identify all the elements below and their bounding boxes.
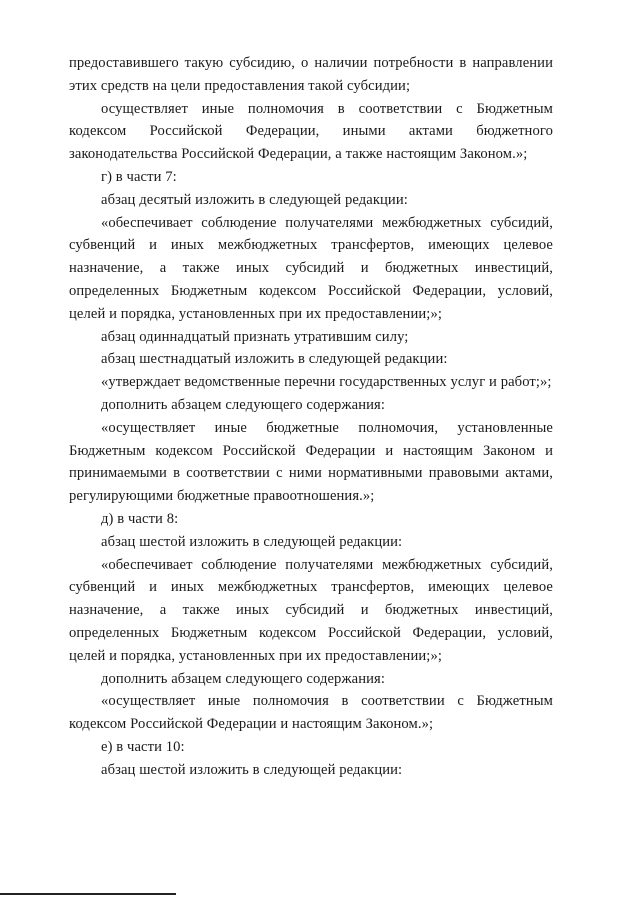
paragraph-quote: «осуществляет иные бюджетные полномочия, установленные Бюджетным кодексом Российской Федерации и настоящим Законом и принимаемыми в соответствии с ними нормативными правовыми актами, регулирующими бюджетные правоотношения.»; — [69, 419, 553, 505]
paragraph: дополнить абзацем следующего содержания: — [101, 670, 385, 687]
paragraph-continuation: предоставившего такую субсидию, о наличии потребности в направлении этих средств на цели предоставления такой субсидии; — [69, 55, 553, 94]
document-body — [69, 52, 553, 782]
paragraph-subitem: е) в части 10: — [101, 738, 185, 755]
paragraph: абзац десятый изложить в следующей редакции: — [101, 191, 408, 208]
paragraph-quote: «обеспечивает соблюдение получателями межбюджетных субсидий, субвенций и иных межбюджетных трансфертов, имеющих целевое назначение, а также иных субсидий и бюджетных инвестиций, определенных Бюджетным кодексом Российской Федерации, условий, целей и порядка, установленных при их предоставлении;»; — [69, 214, 553, 322]
paragraph: осуществляет иные полномочия в соответствии с Бюджетным кодексом Российской Федерации, иными актами бюджетного законодательства Российской Федерации, а также настоящим Законом.»; — [69, 100, 553, 163]
paragraph-subitem: г) в части 7: — [101, 168, 177, 185]
paragraph-quote: «утверждает ведомственные перечни государственных услуг и работ;»; — [101, 374, 552, 391]
paragraph: абзац одиннадцатый признать утратившим силу; — [101, 328, 409, 345]
paragraph-quote: «осуществляет иные полномочия в соответствии с Бюджетным кодексом Российской Федерации и настоящим Законом.»; — [69, 693, 553, 733]
paragraph: абзац шестой изложить в следующей редакции: — [101, 761, 403, 778]
paragraph: абзац шестнадцатый изложить в следующей редакции: — [101, 351, 448, 368]
paragraph-quote: «обеспечивает соблюдение получателями межбюджетных субсидий, субвенций и иных межбюджетных трансфертов, имеющих целевое назначение, а также иных субсидий и бюджетных инвестиций, определенных Бюджетным кодексом Российской Федерации, условий, целей и порядка, установленных при их предоставлении;»; — [69, 556, 553, 664]
paragraph: абзац шестой изложить в следующей редакции: — [101, 533, 403, 550]
paragraph: дополнить абзацем следующего содержания: — [101, 396, 385, 413]
paragraph-subitem: д) в части 8: — [101, 510, 179, 527]
footnote-separator-line — [0, 893, 176, 895]
